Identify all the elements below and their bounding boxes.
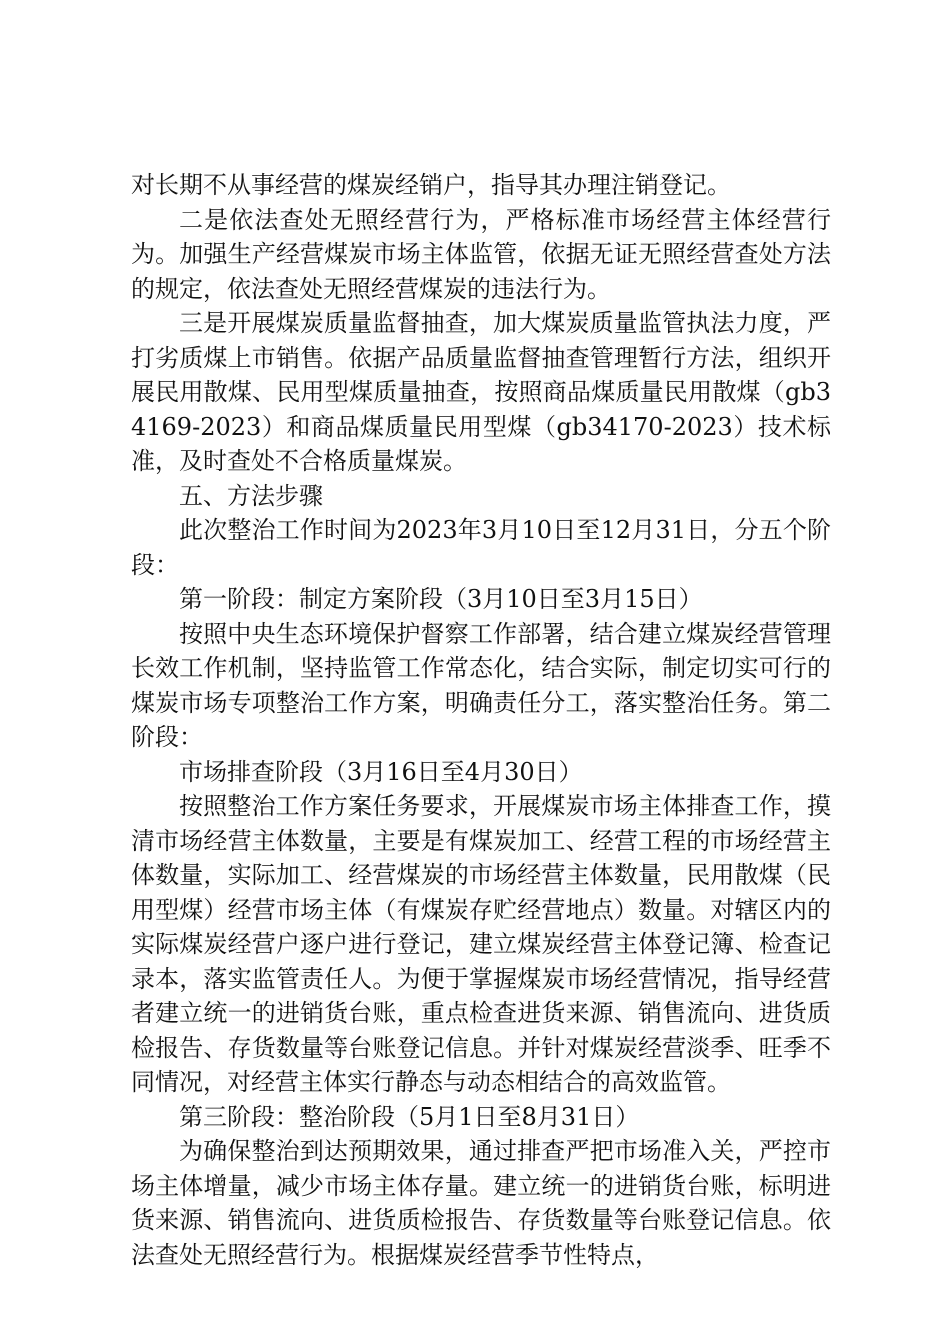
stage-1-heading: 第一阶段：制定方案阶段（3月10日至3月15日） (179, 585, 703, 613)
section-heading: 五、方法步骤 (179, 481, 323, 510)
paragraph-5: 此次整治工作时间为2023年3月10日至12月31日，分五个阶段： (131, 516, 831, 579)
paragraph-11: 为确保整治到达预期效果，通过排查严把市场准入关，严控市场主体增量，减少市场主体存量。建立统一的进销货台账，标明进货来源、销售流向、进货质检报告、存货数量等台账登记信息。依法查处无照经营行为。根据煤炭经营季节性特点， (131, 1137, 831, 1269)
paragraph-7: 按照中央生态环境保护督察工作部署，结合建立煤炭经营管理长效工作机制，坚持监管工作常态化，结合实际，制定切实可行的煤炭市场专项整治工作方案，明确责任分工，落实整治任务。第二阶段： (131, 619, 831, 751)
paragraph-9: 按照整治工作方案任务要求，开展煤炭市场主体排查工作，摸清市场经营主体数量，主要是有煤炭加工、经营工程的市场经营主体数量，实际加工、经营煤炭的市场经营主体数量，民用散煤（民用型煤）经营市场主体（有煤炭存贮经营地点）数量。对辖区内的实际煤炭经营户逐户进行登记，建立煤炭经营主体登记簿、检查记录本，落实监管责任人。为便于掌握煤炭市场经营情况，指导经营者建立统一的进销货台账，重点检查进货来源、销售流向、进货质检报告、存货数量等台账登记信息。并针对煤炭经营淡季、旺季不同情况，对经营主体实行静态与动态相结合的高效监管。 (131, 792, 831, 1096)
paragraph-2: 二是依法查处无照经营行为，严格标准市场经营主体经营行为。加强生产经营煤炭市场主体监管，依据无证无照经营查处方法的规定，依法查处无照经营煤炭的违法行为。 (131, 205, 831, 303)
stage-3-heading: 第三阶段：整治阶段（5月1日至8月31日） (179, 1102, 640, 1131)
paragraph-3: 三是开展煤炭质量监督抽查，加大煤炭质量监管执法力度，严打劣质煤上市销售。依据产品质量监督抽查管理暂行方法，组织开展民用散煤、民用型煤质量抽查，按照商品煤质量民用散煤（gb34169-2023）和商品煤质量民用型煤（gb34170-2023）技术标准，及时查处不合格质量煤炭。 (131, 309, 831, 475)
paragraph-1: 对长期不从事经营的煤炭经销户，指导其办理注销登记。 (131, 171, 731, 199)
stage-2-heading: 市场排查阶段（3月16日至4月30日） (179, 757, 583, 786)
document-page (131, 168, 831, 1272)
